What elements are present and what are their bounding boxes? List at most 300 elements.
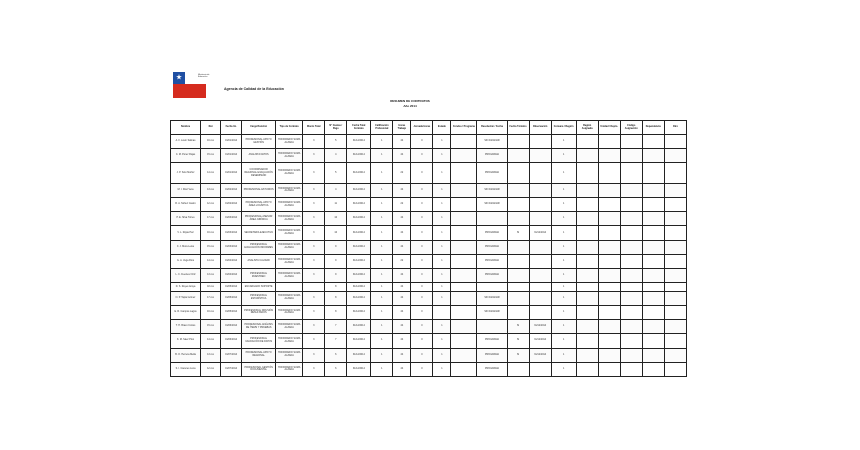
table-cell: PROFESIONAL ANÁLISIS DE ÍTEMS Y PRUEBAS <box>242 320 276 334</box>
table-cell <box>451 183 477 197</box>
government-logo <box>173 72 210 98</box>
table-cell: 1 <box>371 240 393 254</box>
table-cell <box>598 197 620 211</box>
table-cell <box>529 197 551 211</box>
table-cell: 01/06/2014 <box>221 334 242 348</box>
table-cell: 3 <box>303 183 325 197</box>
table-cell: 11 <box>325 197 347 211</box>
table-cell: 3 <box>303 197 325 211</box>
table-cell: 0 <box>411 163 433 183</box>
table-cell: 1 <box>551 362 576 376</box>
table-cell: 44 <box>393 348 411 362</box>
table-cell: SIN ASIGNAR <box>477 291 507 305</box>
table-cell: 3 <box>303 291 325 305</box>
table-cell: 1 <box>551 197 576 211</box>
column-header: Comuna / Región <box>551 121 576 135</box>
column-header: Estado <box>433 121 451 135</box>
table-cell: 3 <box>303 135 325 149</box>
table-cell: 0 <box>411 362 433 376</box>
table-cell: SECRETARIA EJECUTIVA <box>242 226 276 240</box>
table-cell <box>576 348 598 362</box>
table-cell <box>620 197 642 211</box>
table-cell: 1 <box>371 226 393 240</box>
table-cell: 5 <box>325 163 347 183</box>
table-cell: HONORARIO SUMA ALZADA <box>276 305 303 319</box>
contracts-table <box>170 120 687 377</box>
table-cell: PROFESIONAL EVALUACIÓN INFORMES <box>242 240 276 254</box>
table-cell <box>507 163 529 183</box>
table-cell: PROFESIONAL DIFUSIÓN RESULTADOS <box>242 305 276 319</box>
table-cell <box>620 348 642 362</box>
table-cell: 44 <box>393 212 411 226</box>
table-cell: 8 <box>325 305 347 319</box>
table-cell <box>529 362 551 376</box>
table-cell: 01/02/2014 <box>221 197 242 211</box>
table-cell <box>576 240 598 254</box>
table-cell: 44 <box>393 320 411 334</box>
table-cell: HONORARIO SUMA ALZADA <box>276 135 303 149</box>
table-cell <box>529 305 551 319</box>
table-cell <box>598 320 620 334</box>
table-cell <box>529 183 551 197</box>
table-cell: 1 <box>371 305 393 319</box>
table-cell <box>598 226 620 240</box>
table-cell <box>598 334 620 348</box>
table-cell <box>598 269 620 283</box>
table-cell <box>507 212 529 226</box>
table-cell <box>576 283 598 291</box>
table-cell <box>576 269 598 283</box>
table-cell: PROFESIONAL APOYO GESTIÓN <box>242 135 276 149</box>
table-cell: HONORARIO SUMA ALZADA <box>276 291 303 305</box>
table-cell <box>620 212 642 226</box>
column-header: Resolución / Fecha <box>477 121 507 135</box>
table-cell <box>620 283 642 291</box>
table-cell: 1 <box>551 348 576 362</box>
table-cell <box>620 269 642 283</box>
table-cell: 1 <box>551 305 576 319</box>
table-cell: 9 <box>325 269 347 283</box>
table-cell: 01/01/2014 <box>221 149 242 163</box>
table-cell: HONORARIO SUMA ALZADA <box>276 362 303 376</box>
table-cell <box>664 362 686 376</box>
table-cell: 44 <box>393 362 411 376</box>
table-cell: 01/05/2014 <box>221 283 242 291</box>
table-cell: S. I. Cáceres Luna <box>171 362 201 376</box>
table-cell <box>529 135 551 149</box>
table-cell <box>576 362 598 376</box>
table-cell <box>642 212 664 226</box>
table-row <box>171 183 687 197</box>
table-cell <box>451 135 477 149</box>
table-cell: 1 <box>433 283 451 291</box>
table-cell: 0 <box>411 334 433 348</box>
table-cell: 01/07/2014 <box>221 362 242 376</box>
table-cell: 1 <box>551 320 576 334</box>
table-cell <box>507 183 529 197</box>
table-cell: PROGRAMA <box>477 269 507 283</box>
table-cell: SIN ASIGNAR <box>477 197 507 211</box>
table-cell <box>598 240 620 254</box>
table-cell: 1 <box>433 197 451 211</box>
table-cell: 8 <box>325 291 347 305</box>
table-cell <box>620 163 642 183</box>
table-cell <box>664 149 686 163</box>
table-cell: 44 <box>393 305 411 319</box>
table-cell <box>529 254 551 268</box>
table-cell <box>451 240 477 254</box>
table-cell <box>664 283 686 291</box>
table-cell <box>529 149 551 163</box>
table-cell: 13.xxx <box>201 269 221 283</box>
column-header: Tipo de Contrato <box>276 121 303 135</box>
table-cell <box>529 163 551 183</box>
table-cell: SIN ASIGNAR <box>477 305 507 319</box>
table-cell: 3 <box>303 226 325 240</box>
table-cell: 0 <box>411 269 433 283</box>
table-cell: PROGRAMA <box>477 240 507 254</box>
column-header: Calificación Profesional <box>371 121 393 135</box>
table-cell <box>507 149 529 163</box>
table-row <box>171 212 687 226</box>
table-cell: 31/12/2014 <box>529 348 551 362</box>
table-cell: 44 <box>393 283 411 291</box>
table-cell: 8 <box>325 283 347 291</box>
table-cell: 12.xxx <box>201 197 221 211</box>
table-cell: 01/04/2014 <box>221 269 242 283</box>
table-cell: 44 <box>393 226 411 240</box>
table-row <box>171 226 687 240</box>
table-row <box>171 254 687 268</box>
table-cell: PROFESIONAL MUESTREO <box>242 269 276 283</box>
table-cell <box>664 226 686 240</box>
table-cell: PROFESIONAL ASESOR ÁREA JURÍDICA <box>242 212 276 226</box>
table-cell: 1 <box>551 254 576 268</box>
column-header: Fecha Ini. <box>221 121 242 135</box>
table-row <box>171 149 687 163</box>
table-cell: 44 <box>393 269 411 283</box>
table-cell <box>451 149 477 163</box>
column-header: Otro <box>664 121 686 135</box>
table-cell <box>598 135 620 149</box>
table-cell <box>598 212 620 226</box>
table-cell <box>664 197 686 211</box>
table-cell: PROGRAMA <box>477 362 507 376</box>
table-cell <box>529 212 551 226</box>
column-header: Unidad / Depto. <box>598 121 620 135</box>
table-cell: 0 <box>411 283 433 291</box>
table-cell: 1 <box>433 240 451 254</box>
table-cell: 1 <box>371 320 393 334</box>
table-cell: 1 <box>371 334 393 348</box>
table-cell: 1 <box>371 254 393 268</box>
table-cell <box>576 135 598 149</box>
table-cell: PROGRAMA <box>477 149 507 163</box>
table-cell: 1 <box>371 283 393 291</box>
table-cell <box>642 283 664 291</box>
table-cell <box>642 291 664 305</box>
table-cell: 31/12/2014 <box>347 320 371 334</box>
table-cell: K. M. Sáez Pino <box>171 334 201 348</box>
column-header: Rut <box>201 121 221 135</box>
table-row <box>171 163 687 183</box>
table-cell: D. S. Reyes Araya <box>171 283 201 291</box>
table-cell <box>576 254 598 268</box>
table-cell: ANALISTA CALIDAD <box>242 254 276 268</box>
table-cell: 1 <box>433 226 451 240</box>
table-cell <box>664 135 686 149</box>
table-cell: 3 <box>303 212 325 226</box>
table-cell <box>507 362 529 376</box>
table-cell: 1 <box>433 348 451 362</box>
table-cell: 22 <box>393 163 411 183</box>
table-cell <box>664 254 686 268</box>
table-cell: 0 <box>411 212 433 226</box>
table-cell <box>620 291 642 305</box>
table-cell <box>620 320 642 334</box>
table-cell: 1 <box>433 320 451 334</box>
table-cell: PROFESIONAL APOYO REGIONAL <box>242 348 276 362</box>
table-cell: 3 <box>303 269 325 283</box>
table-cell: HONORARIO SUMA ALZADA <box>276 334 303 348</box>
table-cell: 31/12/2014 <box>529 320 551 334</box>
column-header: Nombre <box>171 121 201 135</box>
table-cell: ENCARGADO SOPORTE <box>242 283 276 291</box>
column-header: Fondos / Programa <box>451 121 477 135</box>
table-cell: HONORARIO SUMA ALZADA <box>276 226 303 240</box>
table-row <box>171 362 687 376</box>
table-cell: 1 <box>371 135 393 149</box>
table-cell: 0 <box>411 305 433 319</box>
table-cell <box>477 212 507 226</box>
table-cell: HONORARIO SUMA ALZADA <box>276 254 303 268</box>
table-cell: PROGRAMA <box>477 254 507 268</box>
table-cell <box>433 305 451 319</box>
table-cell <box>642 135 664 149</box>
table-cell <box>451 254 477 268</box>
table-cell: 1 <box>433 362 451 376</box>
table-cell <box>576 212 598 226</box>
table-cell <box>451 212 477 226</box>
table-cell: G. A. Vega Ríos <box>171 254 201 268</box>
table-cell: 0 <box>411 135 433 149</box>
table-cell <box>576 149 598 163</box>
table-cell <box>642 334 664 348</box>
table-cell: 14.xxx <box>201 254 221 268</box>
table-cell: 01/03/2014 <box>221 226 242 240</box>
table-cell: 4 <box>325 183 347 197</box>
table-cell <box>451 305 477 319</box>
table-cell <box>303 283 325 291</box>
table-cell <box>451 197 477 211</box>
table-cell: 1 <box>433 254 451 268</box>
table-cell <box>507 269 529 283</box>
table-cell: 1 <box>371 269 393 283</box>
table-cell: 18.xxx <box>201 283 221 291</box>
table-cell: SI <box>507 334 529 348</box>
table-cell: 7 <box>325 320 347 334</box>
table-cell: 01/03/2014 <box>221 240 242 254</box>
title-line-2: Año 2014 <box>403 104 417 108</box>
table-row <box>171 269 687 283</box>
table-cell <box>598 283 620 291</box>
table-cell: 01/01/2014 <box>221 163 242 183</box>
table-cell: 01/05/2014 <box>221 291 242 305</box>
table-cell: 3 <box>303 254 325 268</box>
table-cell: 16.xxx <box>201 226 221 240</box>
table-cell <box>576 320 598 334</box>
ministry-text: Ministerio de Educación <box>198 74 210 79</box>
table-cell <box>507 240 529 254</box>
table-cell: F. J. Mora Leiva <box>171 240 201 254</box>
table-cell: 0 <box>411 197 433 211</box>
table-cell: 1 <box>551 212 576 226</box>
table-cell <box>529 240 551 254</box>
table-cell: 31/12/2014 <box>347 334 371 348</box>
table-cell <box>576 334 598 348</box>
column-header: N° Cuotas / Pago <box>325 121 347 135</box>
table-cell <box>620 226 642 240</box>
table-cell: 6 <box>325 362 347 376</box>
table-cell: SI <box>507 320 529 334</box>
table-cell <box>642 197 664 211</box>
table-cell: P. E. Silva Torres <box>171 212 201 226</box>
table-cell: A. F. Lavín Salinas <box>171 135 201 149</box>
table-cell: 13.xxx <box>201 348 221 362</box>
table-cell <box>598 163 620 183</box>
table-cell: 1 <box>551 135 576 149</box>
table-cell: 10 <box>325 226 347 240</box>
table-cell <box>576 305 598 319</box>
table-cell <box>576 197 598 211</box>
table-cell: 01/03/2014 <box>221 212 242 226</box>
table-cell: 31/12/2014 <box>347 226 371 240</box>
table-cell: 31/12/2014 <box>347 149 371 163</box>
table-cell: 44 <box>393 135 411 149</box>
table-cell: 3 <box>303 240 325 254</box>
table-cell: 31/12/2014 <box>529 226 551 240</box>
table-cell: 15.xxx <box>201 240 221 254</box>
table-cell: 1 <box>433 135 451 149</box>
table-row <box>171 291 687 305</box>
table-cell: 31/12/2014 <box>347 269 371 283</box>
table-cell: 01/05/2014 <box>221 305 242 319</box>
table-cell <box>576 163 598 183</box>
table-cell: 31/12/2014 <box>347 240 371 254</box>
table-cell <box>664 334 686 348</box>
table-cell: SIN ASIGNAR <box>477 183 507 197</box>
table-cell: 1 <box>371 197 393 211</box>
column-header: Cargo/Función <box>242 121 276 135</box>
table-cell <box>642 183 664 197</box>
table-header-row <box>171 121 687 135</box>
table-cell: N. P. Tapia Gómez <box>171 291 201 305</box>
table-cell <box>507 135 529 149</box>
table-cell <box>664 269 686 283</box>
table-cell <box>664 305 686 319</box>
table-cell: PROFESIONAL ESTUDIOS <box>242 183 276 197</box>
logo-red-field <box>173 84 206 98</box>
table-cell: 3 <box>303 362 325 376</box>
table-cell: SI <box>507 348 529 362</box>
table-cell <box>507 305 529 319</box>
table-cell <box>642 226 664 240</box>
table-cell: 44 <box>393 240 411 254</box>
table-cell: 7 <box>325 334 347 348</box>
table-cell: HONORARIO SUMA ALZADA <box>276 320 303 334</box>
table-cell: SIN ASIGNAR <box>477 135 507 149</box>
column-header: Observación <box>529 121 551 135</box>
table-cell: 01/06/2014 <box>221 320 242 334</box>
table-cell: 13.xxx <box>201 183 221 197</box>
table-cell: 3 <box>303 163 325 183</box>
table-cell <box>620 240 642 254</box>
table-cell <box>576 291 598 305</box>
table-cell: SI <box>507 226 529 240</box>
table-cell: 31/12/2014 <box>347 348 371 362</box>
column-header: Región Asignada <box>576 121 598 135</box>
table-cell: 3 <box>303 320 325 334</box>
table-cell: 0 <box>411 320 433 334</box>
table-cell <box>598 362 620 376</box>
table-cell: 16.xxx <box>201 135 221 149</box>
table-cell: ANALISTA DATOS <box>242 149 276 163</box>
table-cell: 31/12/2014 <box>347 212 371 226</box>
column-header: Fecha Término <box>507 121 529 135</box>
table-cell <box>642 240 664 254</box>
table-cell: 01/01/2014 <box>221 135 242 149</box>
table-cell <box>664 183 686 197</box>
table-cell: 1 <box>433 334 451 348</box>
table-cell: 1 <box>433 163 451 183</box>
table-cell <box>620 362 642 376</box>
table-cell: PROFESIONAL GESTIÓN DOCUMENTAL <box>242 362 276 376</box>
table-cell <box>620 135 642 149</box>
table-cell: PROGRAMA <box>477 226 507 240</box>
table-cell <box>451 362 477 376</box>
column-header: Horas Trabajo <box>393 121 411 135</box>
table-cell: 0 <box>411 254 433 268</box>
table-cell <box>451 291 477 305</box>
table-cell: HONORARIO SUMA ALZADA <box>276 212 303 226</box>
table-cell: 0 <box>411 240 433 254</box>
table-cell <box>620 183 642 197</box>
table-cell: 0 <box>411 348 433 362</box>
table-cell: 44 <box>393 291 411 305</box>
table-cell: PROFESIONAL ESTADÍSTICA <box>242 291 276 305</box>
table-cell <box>529 283 551 291</box>
table-cell: 31/12/2014 <box>347 197 371 211</box>
table-cell: HONORARIO SUMA ALZADA <box>276 163 303 183</box>
table-row <box>171 334 687 348</box>
table-cell: 1 <box>371 163 393 183</box>
table-cell: E. R. Campos Lagos <box>171 305 201 319</box>
table-row <box>171 320 687 334</box>
table-cell: 1 <box>371 348 393 362</box>
table-cell <box>642 254 664 268</box>
table-row <box>171 197 687 211</box>
table-cell: 31/12/2014 <box>347 291 371 305</box>
table-cell: 1 <box>433 212 451 226</box>
table-cell <box>507 254 529 268</box>
table-cell: HONORARIO SUMA ALZADA <box>276 149 303 163</box>
table-cell <box>642 269 664 283</box>
organization-name: Agencia de Calidad de la Educación <box>224 87 284 91</box>
table-cell: 16.xxx <box>201 305 221 319</box>
table-cell <box>598 149 620 163</box>
table-cell <box>642 320 664 334</box>
title-line-1: RESUMEN DE CONTRATOS <box>390 99 430 103</box>
